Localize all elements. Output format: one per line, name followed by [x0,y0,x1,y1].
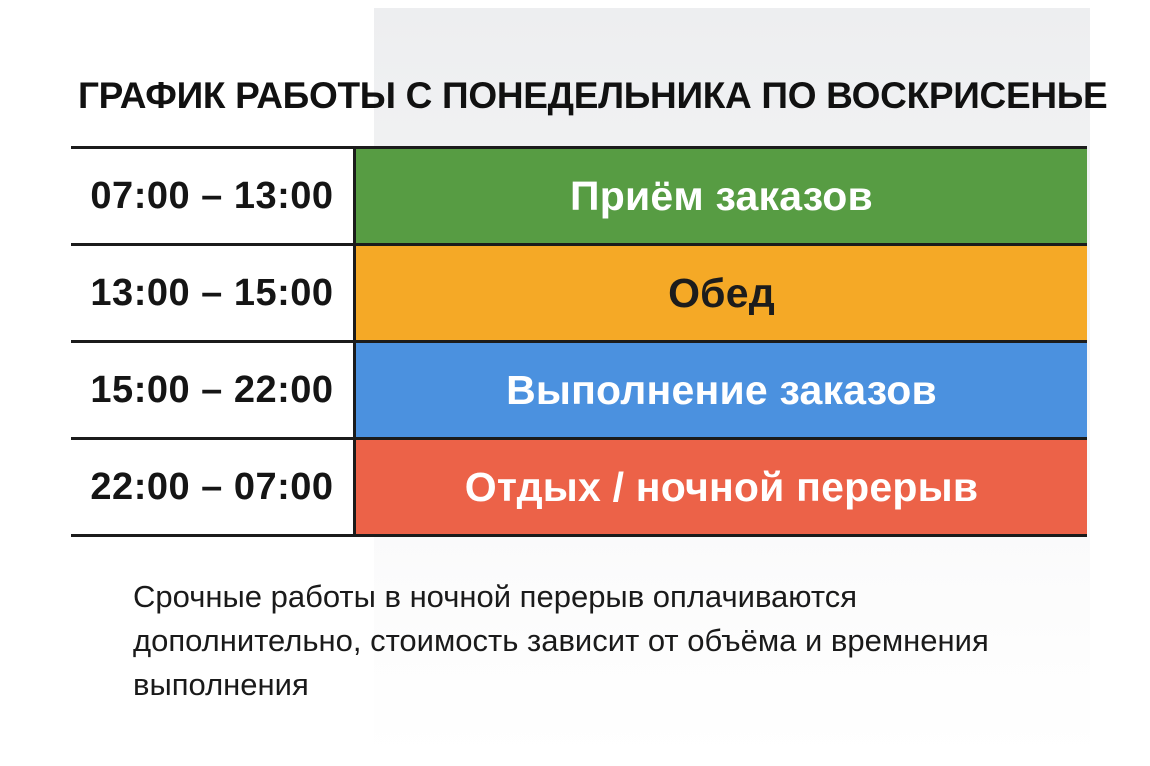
table-row [71,440,1087,534]
footnote-line: Срочные работы в ночной перерыв оплачиваются [133,579,858,614]
schedule-table [71,146,1087,537]
activity-cell: Приём заказов [356,149,1087,243]
time-range-cell: 13:00 – 15:00 [71,246,356,340]
table-row [71,343,1087,440]
table-row [71,246,1087,343]
activity-cell: Обед [356,246,1087,340]
footnote-line: дополнительно, стоимость зависит от объёма и времнения [133,623,989,658]
time-range-cell: 22:00 – 07:00 [71,440,356,534]
page-title: ГРАФИК РАБОТЫ С ПОНЕДЕЛЬНИКА ПО ВОСКРИСЕНЬЕ [78,75,1108,116]
activity-cell: Выполнение заказов [356,343,1087,437]
time-range-cell: 15:00 – 22:00 [71,343,356,437]
time-range-cell: 07:00 – 13:00 [71,149,356,243]
footnote [133,575,989,707]
table-row [71,149,1087,246]
activity-cell: Отдых / ночной перерыв [356,440,1087,534]
footnote-line: выполнения [133,667,309,702]
